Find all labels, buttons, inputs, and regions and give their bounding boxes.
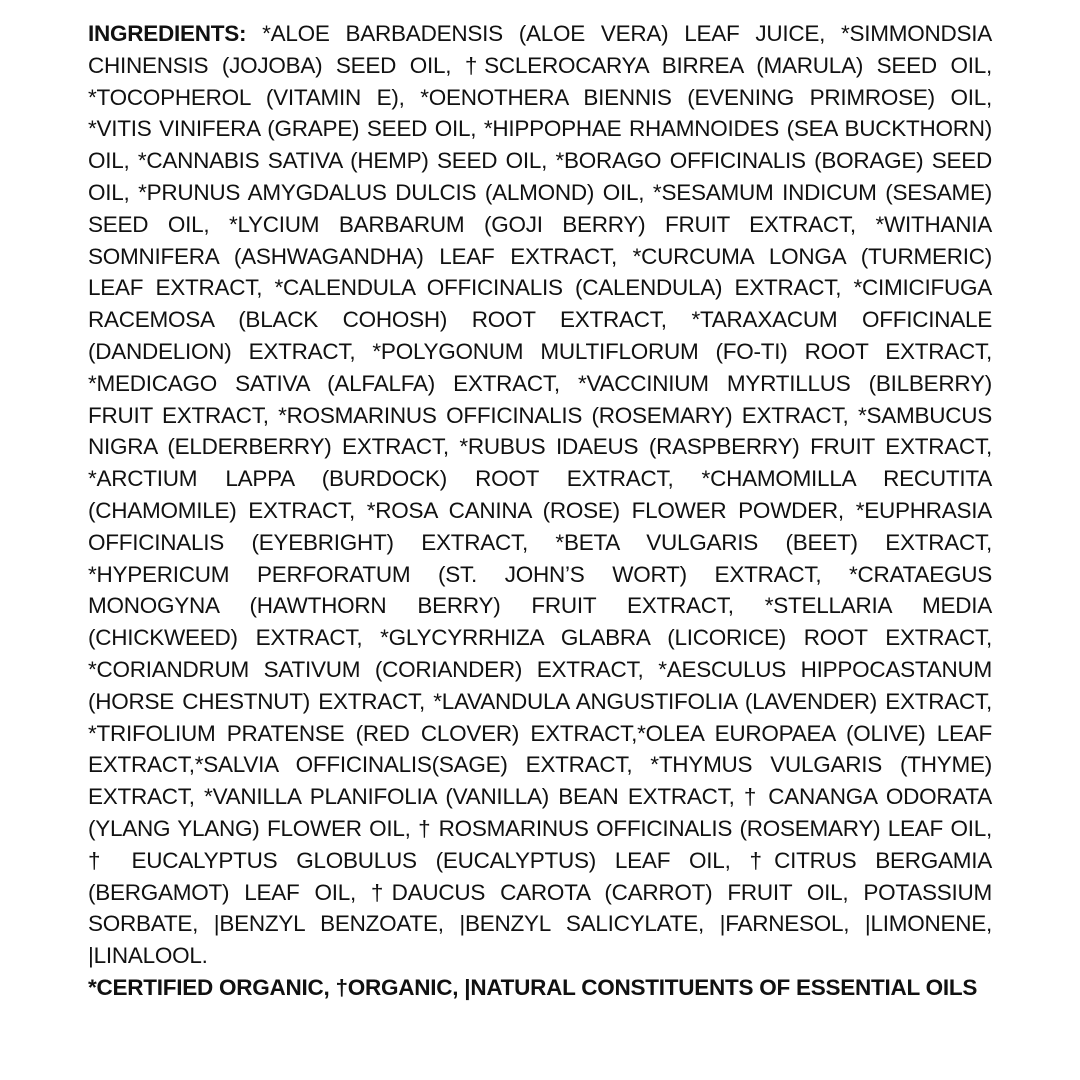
ingredients-heading: INGREDIENTS: bbox=[88, 21, 247, 46]
ingredients-paragraph bbox=[88, 18, 992, 972]
ingredients-label bbox=[88, 18, 992, 1004]
organic-key-footnote: *CERTIFIED ORGANIC, †ORGANIC, |NATURAL CONSTITUENTS OF ESSENTIAL OILS bbox=[88, 974, 978, 1000]
ingredients-list-text: *ALOE BARBADENSIS (ALOE VERA) LEAF JUICE, *SIMMONDSIA CHINENSIS (JOJOBA) SEED OIL, †SCLEROCARYA BIRREA (MARULA) SEED OIL, *TOCOPHEROL (VITAMIN E), *OENOTHERA BIENNIS (EVENING PRIMROSE) OIL, *VITIS VINIFERA (GRAPE) SEED OIL, *HIPPOPHAE RHAMNOIDES (SEA BUCKTHORN) OIL, *CANNABIS SATIVA (HEMP) SEED OIL, *BORAGO OFFICINALIS (BORAGE) SEED OIL, *PRUNUS AMYGDALUS DULCIS (ALMOND) OIL, *SESAMUM INDICUM (SESAME) SEED OIL, *LYCIUM BARBARUM (GOJI BERRY) FRUIT EXTRACT, *WITHANIA SOMNIFERA (ASHWAGANDHA) LEAF EXTRACT, *CURCUMA LONGA (TURMERIC) LEAF EXTRACT, *CALENDULA OFFICINALIS (CALENDULA) EXTRACT, *CIMICIFUGA RACEMOSA (BLACK COHOSH) ROOT EXTRACT, *TARAXACUM OFFICINALE (DANDELION) EXTRACT, *POLYGONUM MULTIFLORUM (FO-TI) ROOT EXTRACT, *MEDICAGO SATIVA (ALFALFA) EXTRACT, *VACCINIUM MYRTILLUS (BILBERRY) FRUIT EXTRACT, *ROSMARINUS OFFICINALIS (ROSEMARY) EXTRACT, *SAMBUCUS NIGRA (ELDERBERRY) EXTRACT, *RUBUS IDAEUS (RASPBERRY) FRUIT EXTRACT, *ARCTIUM LAPPA (BURDOCK) ROOT EXTRACT, *CHAMOMILLA RECUTITA (CHAMOMILE) EXTRACT, *ROSA CANINA (ROSE) FLOWER POWDER, *EUPHRASIA OFFICINALIS (EYEBRIGHT) EXTRACT, *BETA VULGARIS (BEET) EXTRACT, *HYPERICUM PERFORATUM (ST. JOHN’S WORT) EXTRACT, *CRATAEGUS MONOGYNA (HAWTHORN BERRY) FRUIT EXTRACT, *STELLARIA MEDIA (CHICKWEED) EXTRACT, *GLYCYRRHIZA GLABRA (LICORICE) ROOT EXTRACT, *CORIANDRUM SATIVUM (CORIANDER) EXTRACT, *AESCULUS HIPPOCASTANUM (HORSE CHESTNUT) EXTRACT, *LAVANDULA ANGUSTIFOLIA (LAVENDER) EXTRACT, *TRIFOLIUM PRATENSE (RED CLOVER) EXTRACT,*OLEA EUROPAEA (OLIVE) LEAF EXTRACT,*SALVIA OFFICINALIS(SAGE) EXTRACT, *THYMUS VULGARIS (THYME) EXTRACT, *VANILLA PLANIFOLIA (VANILLA) BEAN EXTRACT, † CANANGA ODORATA (YLANG YLANG) FLOWER OIL, † ROSMARINUS OFFICINALIS (ROSEMARY) LEAF OIL, † EUCALYPTUS GLOBULUS (EUCALYPTUS) LEAF OIL, †CITRUS BERGAMIA (BERGAMOT) LEAF OIL, †DAUCUS CAROTA (CARROT) FRUIT OIL, POTASSIUM SORBATE, |BENZYL BENZOATE, |BENZYL SALICYLATE, |FARNESOL, |LIMONENE, |LINALOOL. bbox=[88, 21, 992, 969]
